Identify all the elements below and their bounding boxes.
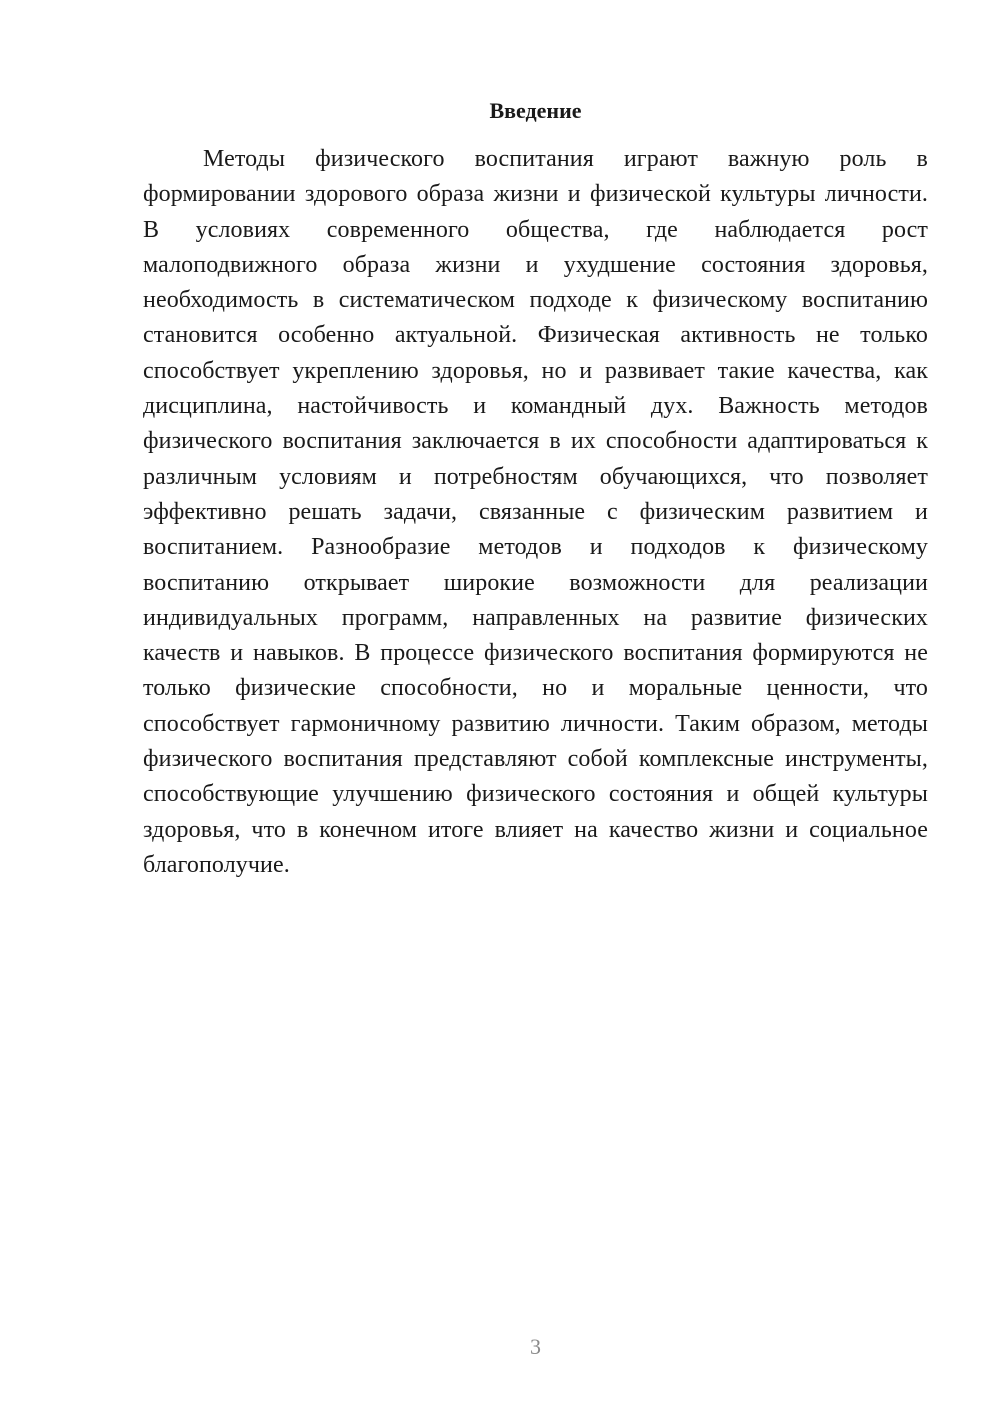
heading-container xyxy=(143,96,928,126)
body-paragraph: Методы физического воспитания играют важную роль в формировании здорового образа жизни и физической культуры личности. В условиях современного общества, где наблюдается рост малоподвижного образа жизни и ухудшение состояния здоровья, необходимость в систематическом подходе к физическому воспитанию становится особенно актуальной. Физическая активность не только способствует укреплению здоровья, но и развивает такие качества, как дисциплина, настойчивость и командный дух. Важность методов физического воспитания заключается в их способности адаптироваться к различным условиям и потребностям обучающихся, что позволяет эффективно решать задачи, связанные с физическим развитием и воспитанием. Разнообразие методов и подходов к физическому воспитанию открывает широкие возможности для реализации индивидуальных программ, направленных на развитие физических качеств и навыков. В процессе физического воспитания формируются не только физические способности, но и моральные ценности, что способствует гармоничному развитию личности. Таким образом, методы физического воспитания представляют собой комплексные инструменты, способствующие улучшению физического состояния и общей культуры здоровья, что в конечном итоге влияет на качество жизни и социальное благополучие. xyxy=(143,146,928,878)
section-heading: Введение xyxy=(489,98,582,123)
page-number: 3 xyxy=(530,1334,541,1359)
